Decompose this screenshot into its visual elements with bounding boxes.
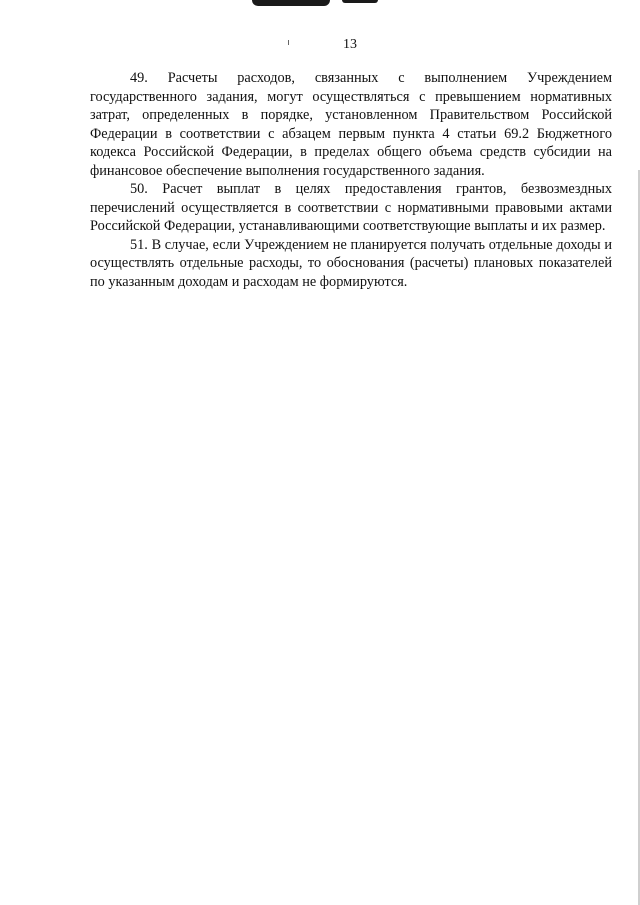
scan-artifact-dot xyxy=(288,40,289,45)
paragraph-49: 49. Расчеты расходов, связанных с выполнением Учреждением государственного задания, могут осуществляться с превышением нормативных затрат, определенных в порядке, установленном Правительством Российской Федерации в соответствии с абзацем первым пункта 4 статьи 69.2 Бюджетного кодекса Российской Федерации, в пределах общего объема средств субсидии на финансовое обеспечение выполнения государственного задания. xyxy=(90,70,612,179)
scan-artifact-mark xyxy=(252,0,330,6)
paragraph-50: 50. Расчет выплат в целях предоставления грантов, безвозмездных перечислений осуществляется в соответствии с нормативными правовыми актами Российской Федерации, устанавливающими соответствующие выплаты и их размер. xyxy=(90,181,612,234)
scan-artifact-mark xyxy=(342,0,378,3)
document-body xyxy=(90,69,612,291)
paragraph-51: 51. В случае, если Учреждением не планируется получать отдельные доходы и осуществлять отдельные расходы, то обоснования (расчеты) плановых показателей по указанным доходам и расходам не формируются. xyxy=(90,236,612,290)
page-number: 13 xyxy=(343,37,357,52)
